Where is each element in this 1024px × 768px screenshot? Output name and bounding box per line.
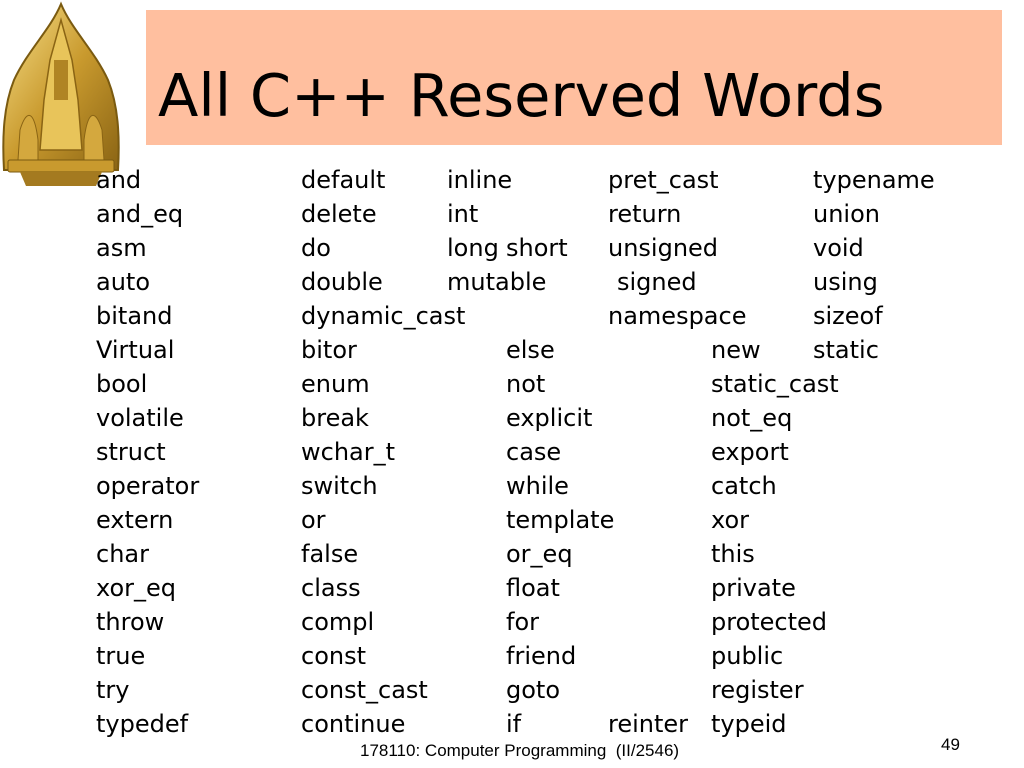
keyword: class <box>301 574 361 602</box>
keyword: typeid <box>711 710 787 738</box>
keyword: for <box>506 608 539 636</box>
keyword: short <box>506 234 568 262</box>
keyword: public <box>711 642 784 670</box>
keyword: union <box>813 200 880 228</box>
keyword: const_cast <box>301 676 428 704</box>
keyword: pret_cast <box>608 166 719 194</box>
keyword: private <box>711 574 796 602</box>
keyword: static_cast <box>711 370 839 398</box>
keyword: sizeof <box>813 302 883 330</box>
keyword: auto <box>96 268 151 296</box>
keyword: this <box>711 540 755 568</box>
keyword: else <box>506 336 555 364</box>
keyword: mutable <box>447 268 547 296</box>
keyword: char <box>96 540 149 568</box>
keyword: operator <box>96 472 200 500</box>
keyword: const <box>301 642 367 670</box>
keyword: static <box>813 336 879 364</box>
keyword: long <box>447 234 499 262</box>
keyword: xor <box>711 506 750 534</box>
keyword: new <box>711 336 761 364</box>
keyword: and <box>96 166 142 194</box>
keyword: continue <box>301 710 406 738</box>
keyword: bitand <box>96 302 173 330</box>
page-number: 49 <box>941 735 960 754</box>
keyword: or_eq <box>506 540 573 568</box>
keyword: not <box>506 370 546 398</box>
keyword: bitor <box>301 336 357 364</box>
keyword: protected <box>711 608 828 636</box>
keyword: not_eq <box>711 404 793 432</box>
keyword: and_eq <box>96 200 184 228</box>
keyword: bool <box>96 370 148 398</box>
keyword: compl <box>301 608 375 636</box>
keyword: try <box>96 676 130 704</box>
keyword: struct <box>96 438 166 466</box>
keyword: typedef <box>96 710 189 738</box>
keyword: double <box>301 268 383 296</box>
keyword: asm <box>96 234 147 262</box>
keyword: do <box>301 234 331 262</box>
keyword: volatile <box>96 404 184 432</box>
keyword: throw <box>96 608 165 636</box>
keyword: float <box>506 574 560 602</box>
keyword: friend <box>506 642 577 670</box>
keyword: goto <box>506 676 561 704</box>
keyword: xor_eq <box>96 574 177 602</box>
keyword: default <box>301 166 386 194</box>
keyword: register <box>711 676 804 704</box>
university-emblem <box>0 0 122 190</box>
keyword: namespace <box>608 302 747 330</box>
keyword: Virtual <box>96 336 175 364</box>
keyword: explicit <box>506 404 593 432</box>
keyword: void <box>813 234 864 262</box>
keyword: while <box>506 472 569 500</box>
keyword: signed <box>617 268 697 296</box>
keyword: enum <box>301 370 370 398</box>
keyword: using <box>813 268 878 296</box>
keyword: delete <box>301 200 377 228</box>
keyword: or <box>301 506 326 534</box>
keyword: reinter <box>608 710 689 738</box>
keyword: case <box>506 438 562 466</box>
keyword: catch <box>711 472 777 500</box>
keyword: switch <box>301 472 378 500</box>
keyword: return <box>608 200 682 228</box>
keyword: false <box>301 540 359 568</box>
keyword: template <box>506 506 615 534</box>
keyword: if <box>506 710 522 738</box>
keyword: inline <box>447 166 513 194</box>
keyword: true <box>96 642 146 670</box>
keyword: int <box>447 200 479 228</box>
slide-footer: 178110: Computer Programming (II/2546) <box>360 741 680 760</box>
keyword: typename <box>813 166 935 194</box>
keyword: break <box>301 404 369 432</box>
slide-title: All C++ Reserved Words <box>158 61 885 130</box>
keyword: wchar_t <box>301 438 396 466</box>
keyword: dynamic_cast <box>301 302 466 330</box>
keyword: extern <box>96 506 174 534</box>
keyword: unsigned <box>608 234 719 262</box>
keyword: export <box>711 438 789 466</box>
